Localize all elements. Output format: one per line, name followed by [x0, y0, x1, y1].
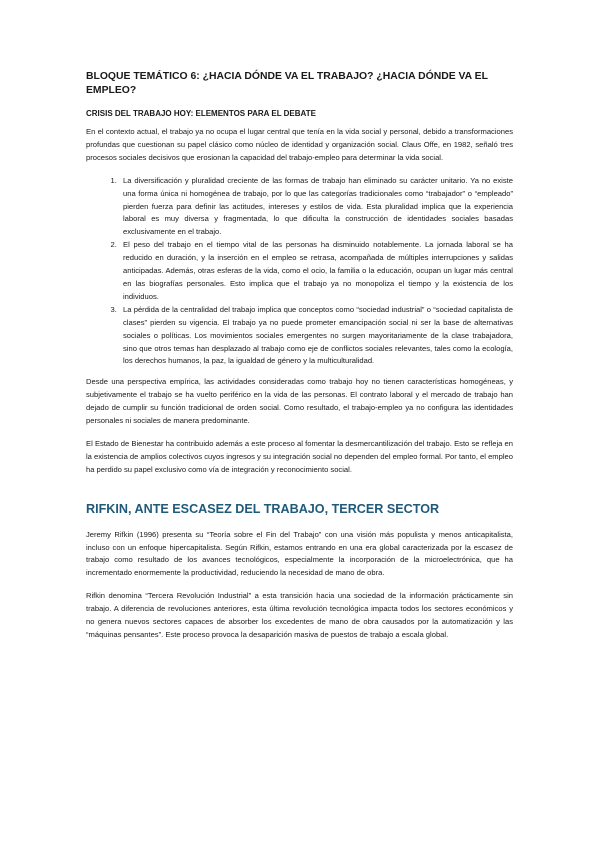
- intro-paragraph: En el contexto actual, el trabajo ya no ocupa el lugar central que tenía en la vida social y personal, debido a transformaciones profundas que cuestionan su papel clásico como núcleo de identidad y organización social. Claus Offe, en 1982, señaló tres procesos sociales decisivos que erosionan la capacidad del trabajo-empleo para determinar la vida social.: [86, 127, 513, 162]
- section-title: RIFKIN, ANTE ESCASEZ DEL TRABAJO, TERCER SECTOR: [86, 501, 440, 516]
- rifkin-paragraph: Jeremy Rifkin (1996) presenta su “Teoría sobre el Fin del Trabajo” con una visión más populista y menos anticapitalista, incluso con un enfoque hipercapitalista. Según Rifkin, estamos entrando en una era global caracterizada por la escasez de trabajo como resultado de los avances tecnológicos, especialmente la incorporación de la microelectrónica, que ha incrementado enormemente la productividad, reduciendo la necesidad de mano de obra.: [86, 529, 513, 578]
- list-item: 3. La pérdida de la centralidad del trabajo implica que conceptos como “sociedad industrial” o “sociedad capitalista de clases” pierden su vigencia. El trabajo ya no puede prometer emancipación social ni ser la base de alternativas sociales o políticas. Los movimientos sociales emergentes no surgen mayoritariamente de la clase trabajadora, sino que otros temas han desplazado al trabajo como eje de conflictos sociales relevantes, tales como la ecología, los derechos humanos, la paz, la igualdad de género y la multiculturalidad.: [119, 304, 513, 369]
- offe-process-list: [86, 175, 513, 369]
- third-revolution-paragraph: Rifkin denomina “Tercera Revolución Industrial” a esta transición hacia una sociedad de la información prácticamente sin trabajo. A diferencia de revoluciones anteriores, esta última revolución tecnológica impacta todos los sectores económicos y no genera nuevos sectores capaces de absorber los excedentes de mano de obra causados por la automatización y las “máquinas pensantes”. Este proceso provoca la desaparición masiva de puestos de trabajo a escala global.: [86, 591, 513, 639]
- empirical-paragraph: Desde una perspectiva empírica, las actividades consideradas como trabajo hoy no tienen características homogéneas, y subjetivamente el trabajo se ha vuelto periférico en la vida de las personas. El contrato laboral y el mercado de trabajo han dejado de cumplir su función tradicional de orden social. Como resultado, el trabajo-empleo ya no configura las identidades personales ni sociales de manera predominante.: [86, 377, 513, 426]
- list-item: 2. El peso del trabajo en el tiempo vital de las personas ha disminuido notablemente. La jornada laboral se ha reducido en duración, y la inserción en el empleo se retrasa, acompañada de múltiples interrupciones y salidas anticipadas. Además, otras esferas de la vida, como el ocio, la familia o la educación, ocupan un lugar más central en las biografías personales. Esto implica que el trabajo ya no monopoliza el tiempo y la existencia de los individuos.: [119, 239, 513, 304]
- welfare-state-paragraph: El Estado de Bienestar ha contribuido además a este proceso al fomentar la desmercantilización del trabajo. Esto se refleja en la existencia de amplios colectivos cuyos ingresos y su integración social no dependen del empleo formal. Por tanto, el empleo ha perdido su papel exclusivo como vía de integración y reconocimiento social.: [86, 438, 513, 474]
- document-heading: BLOQUE TEMÁTICO 6: ¿HACIA DÓNDE VA EL TRABAJO? ¿HACIA DÓNDE VA EL EMPLEO?: [86, 71, 488, 96]
- list-item: 1. La diversificación y pluralidad creciente de las formas de trabajo han eliminado su carácter unitario. Ya no existe una forma única ni homogénea de trabajo, por lo que las categorías tradicionales como “trabajador” o “empleado” pierden fuerza para definir las actitudes, intereses y estilos de vida. Esta pluralidad implica que la experiencia laboral es muy diversa y fragmentada, lo que dificulta la construcción de identidades sociales basadas exclusivamente en el trabajo.: [119, 175, 513, 240]
- document-subheading: CRISIS DEL TRABAJO HOY: ELEMENTOS PARA EL DEBATE: [86, 109, 316, 118]
